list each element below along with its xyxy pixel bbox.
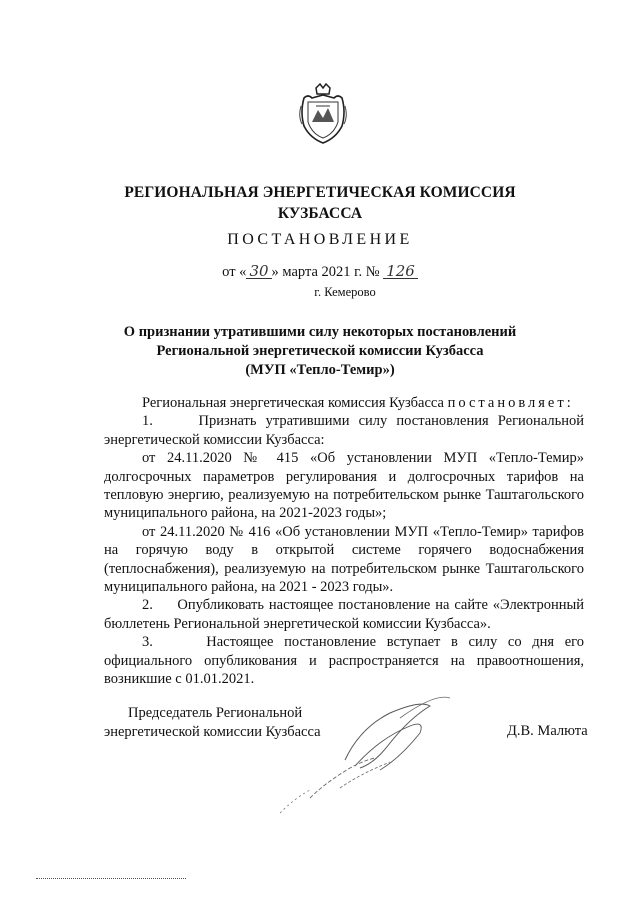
item-1: 1. Признать утратившими силу постановления Региональной энергетической комиссии Кузбасса: [104,413,584,448]
sub-item-415: от 24.11.2020 № 415 «Об установлении МУП «Тепло-Темир» долгосрочных параметров регулирования и долгосрочных тарифов на тепловую энергию, реализуемую на потребительском рынке Таштагольского муниципального района, на 2021-2023 годы»; [104,450,584,522]
signatory-position: Председатель Региональной энергетической комиссии Кузбасса [104,705,321,740]
document-type: ПОСТАНОВЛЕНИЕ [227,231,413,248]
date-day-handwritten: 30 [246,264,271,279]
document-title-line3: (МУП «Тепло-Темир») [245,362,395,378]
date-prefix: от « [222,264,247,280]
intro-paragraph: Региональная энергетическая комиссия Кузбасса постановляет: [142,395,574,411]
handwritten-signature [250,688,480,818]
document-date [0,264,640,281]
date-middle: » марта 2021 г. № [271,264,380,280]
kuzbass-coat-of-arms-icon [298,82,348,146]
intro-verb: постановляет: [447,395,574,411]
footer-divider [36,878,186,879]
item-2: 2. Опубликовать настоящее постановление на сайте «Электронный бюллетень Региональной энергетической комиссии Кузбасса». [104,597,584,632]
organization-name: РЕГИОНАЛЬНАЯ ЭНЕРГЕТИЧЕСКАЯ КОМИССИЯ [124,184,516,201]
document-title-line2: Региональной энергетической комиссии Кузбасса [156,343,484,359]
organization-name-cont: КУЗБАССА [277,205,363,222]
sub-item-416: от 24.11.2020 № 416 «Об установлении МУП «Тепло-Темир» тарифов на горячую воду в открытой системе горячего водоснабжения (теплоснабжения), реализуемую на потребительском рынке Таштагольского муниципального района, на 2021 - 2023 годы». [104,523,584,596]
document-number-handwritten: 126 [383,264,418,279]
item-3: 3. Настоящее постановление вступает в силу со дня его официального опубликования и распространяется на правоотношения, возникшие с 01.01.2021. [104,634,584,688]
document-body [104,394,584,689]
city: г. Кемерово [314,285,376,299]
signatory-name: Д.В. Малюта [507,723,588,739]
document-title: О признании утратившими силу некоторых постановлений [123,324,517,340]
